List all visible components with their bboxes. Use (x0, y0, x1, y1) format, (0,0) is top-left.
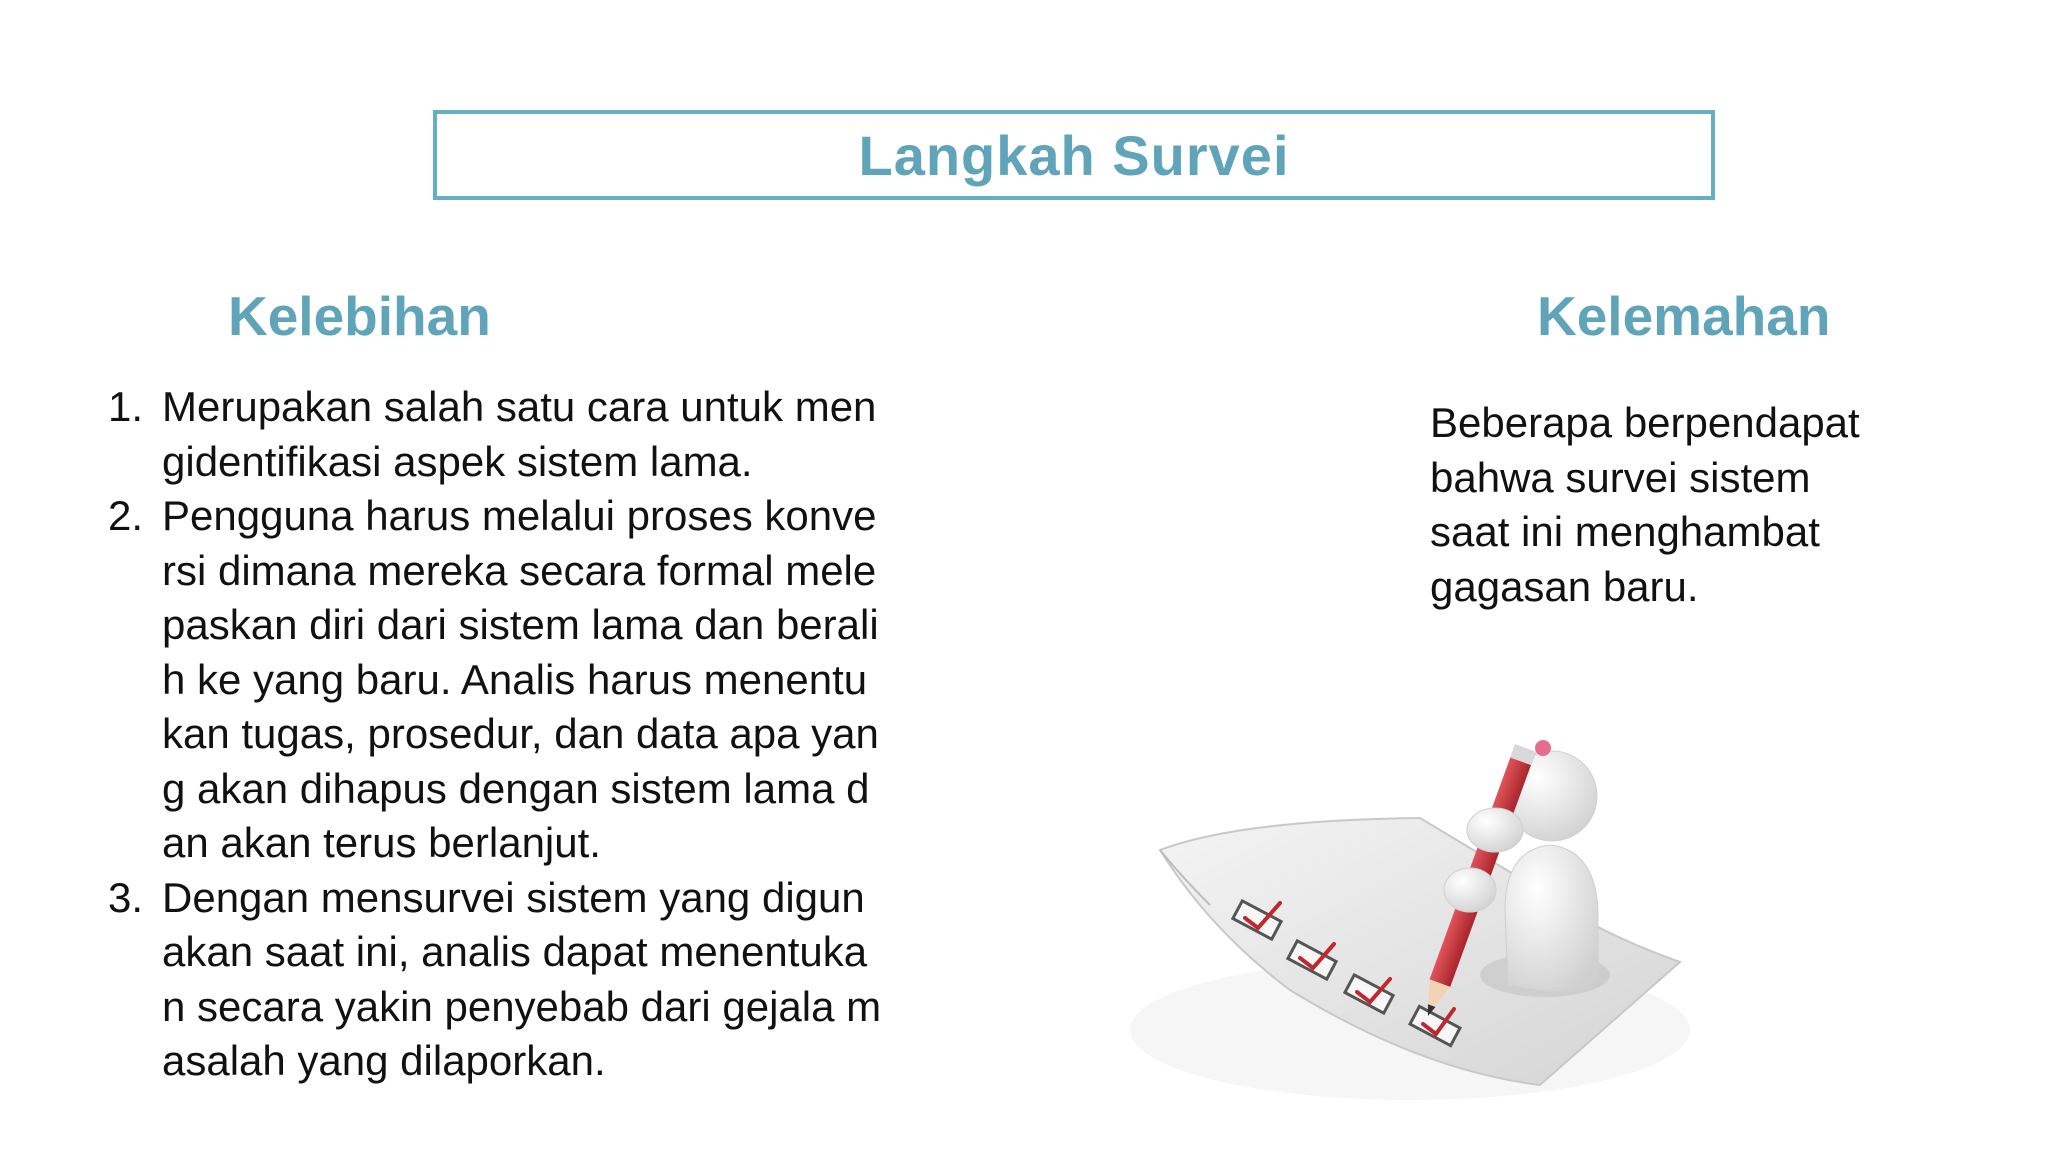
list-item-line: h ke yang baru. Analis harus menentu (162, 655, 868, 703)
weaknesses-text (1430, 396, 1860, 614)
weaknesses-line: gagasan baru. (1430, 562, 1699, 610)
list-item (108, 489, 988, 871)
list-item-number: 2. (108, 492, 144, 539)
weaknesses-heading: Kelemahan (1537, 285, 1831, 347)
list-item-line: asalah yang dilaporkan. (162, 1037, 606, 1084)
list-item-line: rsi dimana mereka secara formal mele (162, 546, 877, 594)
title-box (433, 110, 1715, 200)
list-item-line: an akan terus berlanjut. (162, 819, 601, 866)
weaknesses-line: saat ini menghambat (1430, 508, 1820, 555)
list-item-line: g akan dihapus dengan sistem lama d (162, 764, 870, 812)
list-item-line: n secara yakin penyebab dari gejala m (162, 982, 882, 1030)
weaknesses-line: Beberapa berpendapat (1430, 399, 1860, 446)
weaknesses-line: bahwa survei sistem (1430, 453, 1811, 501)
list-item-number: 1. (108, 383, 144, 430)
list-item-line: Merupakan salah satu cara untuk men (162, 383, 877, 430)
list-item-line: gidentifikasi aspek sistem lama. (162, 437, 753, 485)
slide-title: Langkah Survei (858, 123, 1290, 187)
checklist-with-pencil-figure-icon (1120, 700, 1720, 1130)
advantages-list (108, 380, 988, 1089)
list-item-line: akan saat ini, analis dapat menentuka (162, 928, 868, 975)
list-item-line: Pengguna harus melalui proses konve (162, 492, 877, 539)
list-item-number: 3. (108, 873, 144, 921)
list-item (108, 871, 988, 1089)
list-item (108, 380, 988, 489)
list-item-line: paskan diri dari sistem lama dan berali (162, 601, 879, 648)
list-item-line: Dengan mensurvei sistem yang digun (162, 873, 865, 921)
advantages-heading: Kelebihan (228, 285, 491, 347)
list-item-line: kan tugas, prosedur, dan data apa yan (162, 710, 879, 757)
